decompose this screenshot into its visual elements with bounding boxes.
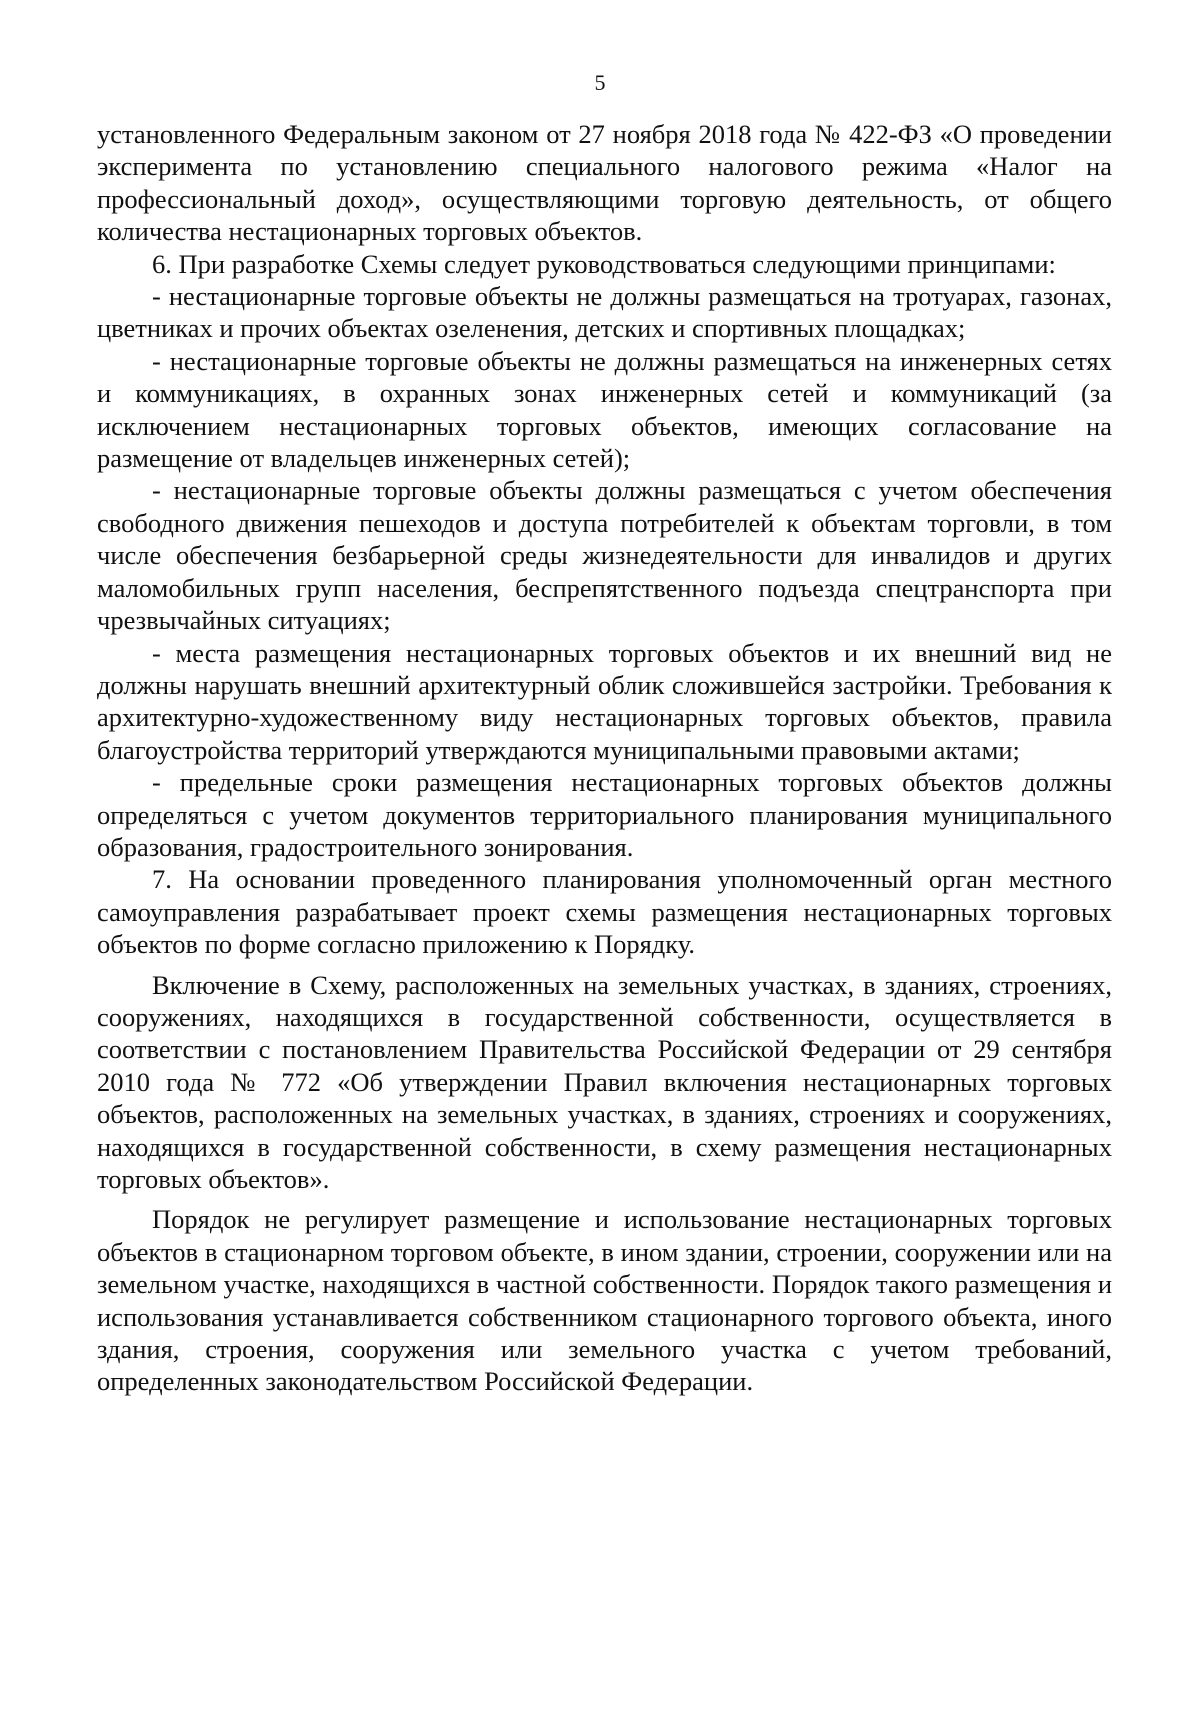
paragraph-item-7: 7. На основании проведенного планирования уполномоченный орган местного самоуправления разрабатывает проект схемы размещения нестационарных торговых объектов по форме согласно приложению к Порядку. xyxy=(97,864,1112,960)
document-body xyxy=(97,118,1112,1398)
paragraph-inclusion: Включение в Схему, расположенных на земельных участках, в зданиях, строениях, сооружениях, находящихся в государственной собственности, осуществляется в соответствии с постановлением Правительства Российской Федерации от 29 сентября 2010 года № 772 «Об утверждении Правил включения нестационарных торговых объектов, расположенных на земельных участках, в зданиях, строениях и сооружениях, находящихся в государственной собственности, в схему размещения нестационарных торговых объектов». xyxy=(97,969,1112,1194)
paragraph-continuation: установленного Федеральным законом от 27 ноября 2018 года № 422-ФЗ «О проведении эксперимента по установлению специального налогового режима «Налог на профессиональный доход», осуществляющими торговую деятельность, от общего количества нестационарных торговых объектов. xyxy=(97,119,1112,247)
list-item-principle: - предельные сроки размещения нестационарных торговых объектов должны определяться с учетом документов территориального планирования муниципального образования, градостроительного зонирования. xyxy=(97,767,1112,862)
paragraph-scope: Порядок не регулирует размещение и использование нестационарных торговых объектов в стационарном торговом объекте, в ином здании, строении, сооружении или на земельном участке, находящихся в частной собственности. Порядок такого размещения и использования устанавливается собственником стационарного торгового объекта, иного здания, строения, сооружения или земельного участка с учетом требований, определенных законодательством Российской Федерации. xyxy=(97,1204,1112,1397)
list-item-principle: - нестационарные торговые объекты не должны размещаться на тротуарах, газонах, цветниках и прочих объектах озеленения, детских и спортивных площадках; xyxy=(97,281,1112,344)
list-item-principle: - нестационарные торговые объекты должны размещаться с учетом обеспечения свободного движения пешеходов и доступа потребителей к объектам торговли, в том числе обеспечения безбарьерной среды жизнедеятельности для инвалидов и других маломобильных групп населения, беспрепятственного подъезда спецтранспорта при чрезвычайных ситуациях; xyxy=(97,475,1112,636)
page-number: 5 xyxy=(594,70,606,95)
paragraph-item-6: 6. При разработке Схемы следует руководствоваться следующими принципами: xyxy=(152,248,1056,279)
list-item-principle: - нестационарные торговые объекты не должны размещаться на инженерных сетях и коммуникациях, в охранных зонах инженерных сетей и коммуникаций (за исключением нестационарных торговых объектов, имеющих согласование на размещение от владельцев инженерных сетей); xyxy=(97,345,1112,474)
list-item-principle: - места размещения нестационарных торговых объектов и их внешний вид не должны нарушать внешний архитектурный облик сложившейся застройки. Требования к архитектурно-художественному виду нестационарных торговых объектов, правила благоустройства территорий утверждаются муниципальными правовыми актами; xyxy=(97,637,1112,765)
